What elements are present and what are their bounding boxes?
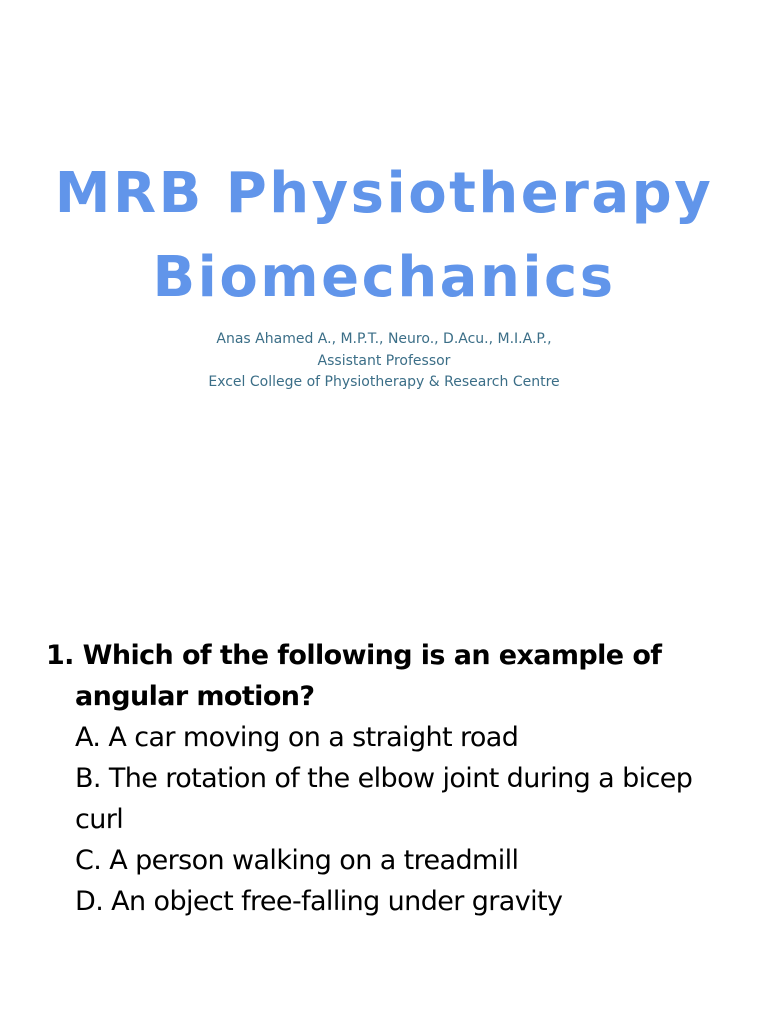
- option-b: B. The rotation of the elbow joint during a bicep curl: [75, 763, 693, 835]
- question-stem: [46, 635, 746, 717]
- author-info: [0, 329, 768, 394]
- question-number: 1.: [46, 640, 74, 671]
- title-line-1: MRB Physiotherapy: [54, 161, 714, 226]
- author-institution: Excel College of Physiotherapy & Research Centre: [208, 374, 560, 390]
- option-d: D. An object free-falling under gravity: [75, 886, 563, 917]
- author-name: Anas Ahamed A., M.P.T., Neuro., D.Acu., M.I.A.P.,: [216, 331, 552, 347]
- option-a: A. A car moving on a straight road: [75, 722, 519, 753]
- slide-title: [0, 152, 768, 320]
- answer-options: [46, 717, 746, 922]
- question-text: Which of the following is an example of angular motion?: [75, 640, 662, 712]
- option-c: C. A person walking on a treadmill: [75, 845, 519, 876]
- author-position: Assistant Professor: [317, 352, 451, 369]
- question-block: [46, 635, 746, 922]
- title-line-2: Biomechanics: [152, 245, 616, 310]
